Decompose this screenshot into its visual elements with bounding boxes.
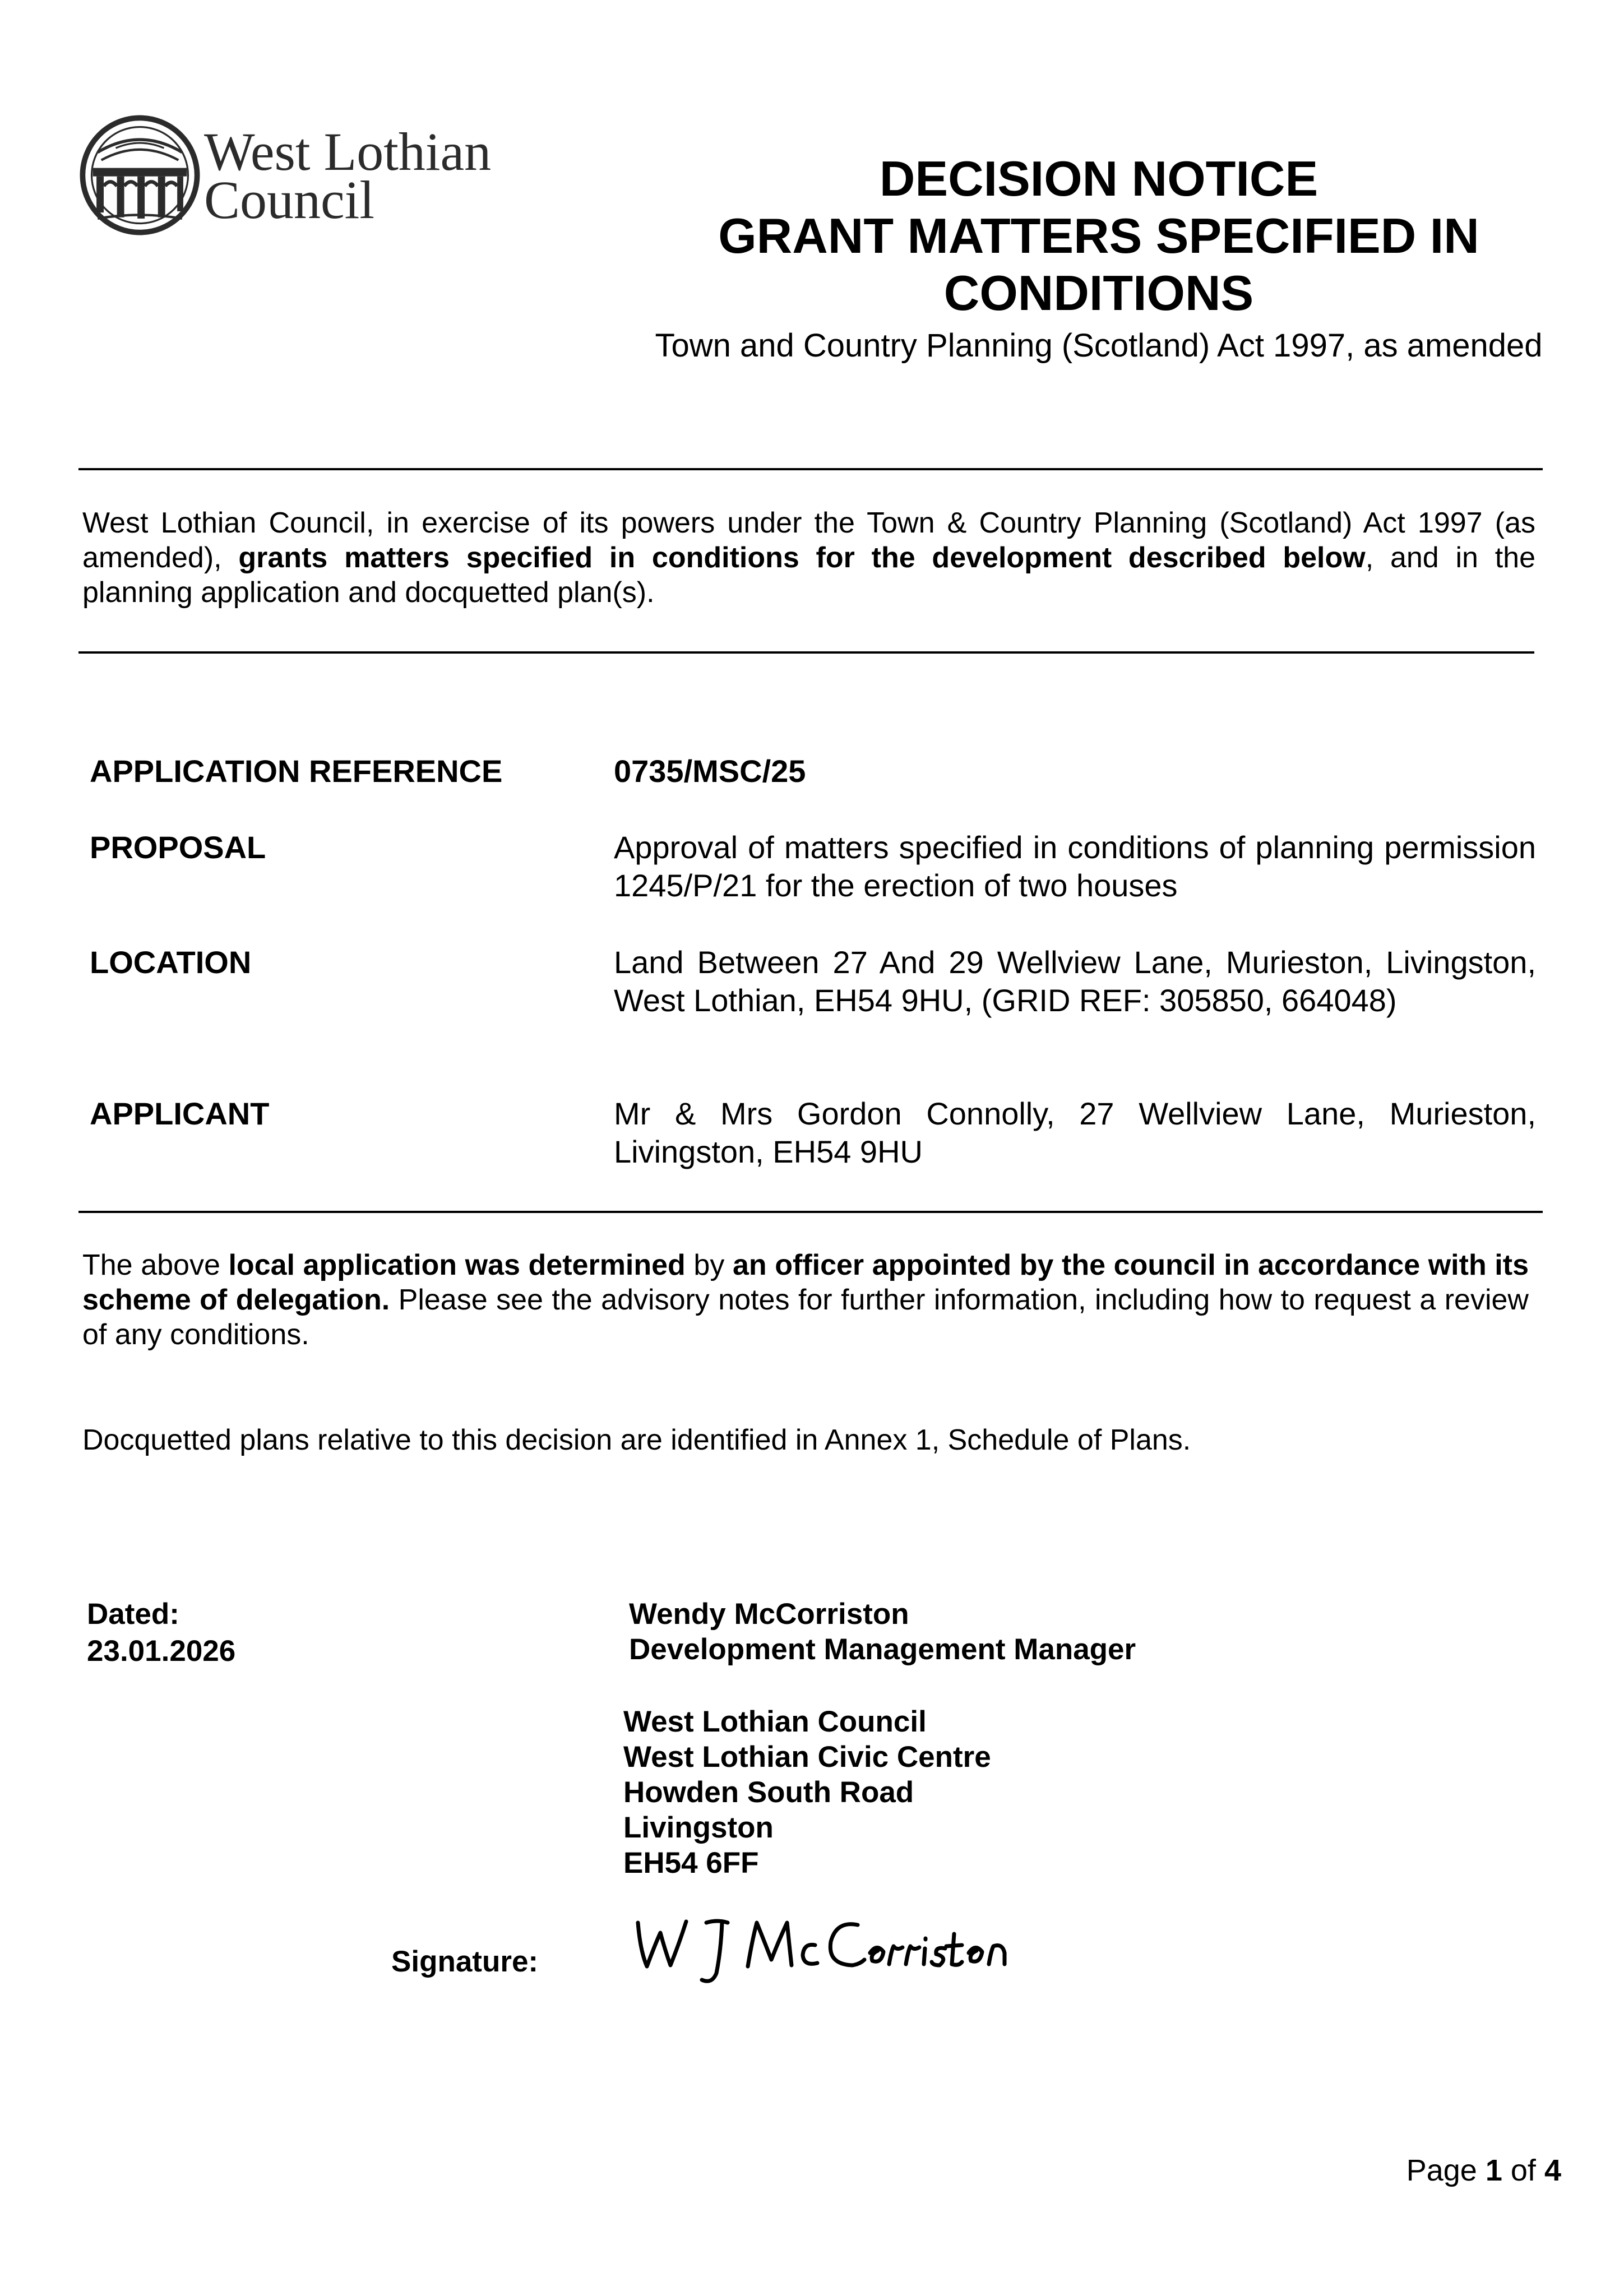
address-line: EH54 6FF bbox=[623, 1846, 759, 1880]
address-line: Howden South Road bbox=[623, 1776, 914, 1809]
detail-value-location: Land Between 27 And 29 Wellview Lane, Murieston, Livingston, West Lothian, EH54 9HU, (GRID REF: 305850, 664048) bbox=[614, 945, 1536, 1018]
council-logo bbox=[80, 115, 528, 244]
page-total: 4 bbox=[1544, 2154, 1561, 2187]
logo-text-line1: West Lothian bbox=[204, 122, 492, 182]
divider bbox=[78, 1211, 1543, 1213]
detail-label-reference: APPLICATION REFERENCE bbox=[90, 753, 503, 789]
address-line: West Lothian Council bbox=[623, 1705, 927, 1738]
determination-emphasis: an officer appointed by the council in accordance with its scheme of delegation. bbox=[82, 1249, 1529, 1316]
decision-date: 23.01.2026 bbox=[87, 1635, 236, 1668]
handwritten-signature bbox=[628, 1906, 1031, 1990]
detail-label-location: LOCATION bbox=[90, 945, 252, 980]
detail-value-proposal: Approval of matters specified in conditions of planning permission 1245/P/21 for the erection of two houses bbox=[614, 830, 1536, 903]
dated-label: Dated: bbox=[87, 1598, 179, 1631]
detail-value-reference: 0735/MSC/25 bbox=[614, 753, 806, 789]
page-number bbox=[1406, 2152, 1561, 2188]
page-of: of bbox=[1510, 2154, 1536, 2187]
determination-text: Please see the advisory notes for further information, including how to request a review of any conditions. bbox=[82, 1284, 1529, 1351]
docquetted-plans-note: Docquetted plans relative to this decision are identified in Annex 1, Schedule of Plans. bbox=[82, 1424, 1191, 1456]
viaduct-emblem-icon bbox=[80, 115, 200, 235]
notice-title-block bbox=[605, 150, 1592, 365]
intro-paragraph bbox=[82, 506, 1535, 610]
divider bbox=[78, 651, 1534, 654]
address-line: West Lothian Civic Centre bbox=[623, 1740, 991, 1774]
determination-text: The above bbox=[82, 1249, 229, 1281]
signature-label: Signature: bbox=[391, 1945, 539, 1978]
notice-subtitle: Town and Country Planning (Scotland) Act 1997, as amended bbox=[655, 327, 1543, 364]
intro-text: West Lothian Council, in exercise of its powers under the Town & Country Planning (Scotland) Act 1997 (as amended), bbox=[82, 507, 1535, 574]
page-prefix: Page bbox=[1406, 2154, 1477, 2187]
signatory-block bbox=[629, 1596, 1136, 1667]
page-current: 1 bbox=[1485, 2154, 1502, 2187]
detail-value-applicant: Mr & Mrs Gordon Connolly, 27 Wellview Lane, Murieston, Livingston, EH54 9HU bbox=[614, 1096, 1536, 1169]
council-address bbox=[623, 1704, 991, 1881]
notice-title-line: DECISION NOTICE bbox=[879, 151, 1318, 206]
signatory-name: Wendy McCorriston bbox=[629, 1598, 909, 1631]
address-line: Livingston bbox=[623, 1811, 774, 1844]
intro-text: , and in the planning application and docquetted plan(s). bbox=[82, 541, 1536, 609]
detail-label-proposal: PROPOSAL bbox=[90, 830, 266, 865]
determination-paragraph bbox=[82, 1248, 1529, 1352]
notice-title-line: GRANT MATTERS SPECIFIED IN bbox=[718, 208, 1479, 263]
signatory-role: Development Management Manager bbox=[629, 1633, 1136, 1666]
notice-title-line: CONDITIONS bbox=[943, 265, 1254, 321]
intro-emphasis: grants matters specified in conditions for the development described below bbox=[238, 541, 1366, 574]
determination-emphasis: local application was determined bbox=[228, 1249, 686, 1281]
determination-text: by bbox=[685, 1249, 733, 1281]
divider bbox=[78, 468, 1543, 470]
logo-text-line2: Council bbox=[204, 170, 374, 230]
detail-label-applicant: APPLICANT bbox=[90, 1096, 270, 1131]
